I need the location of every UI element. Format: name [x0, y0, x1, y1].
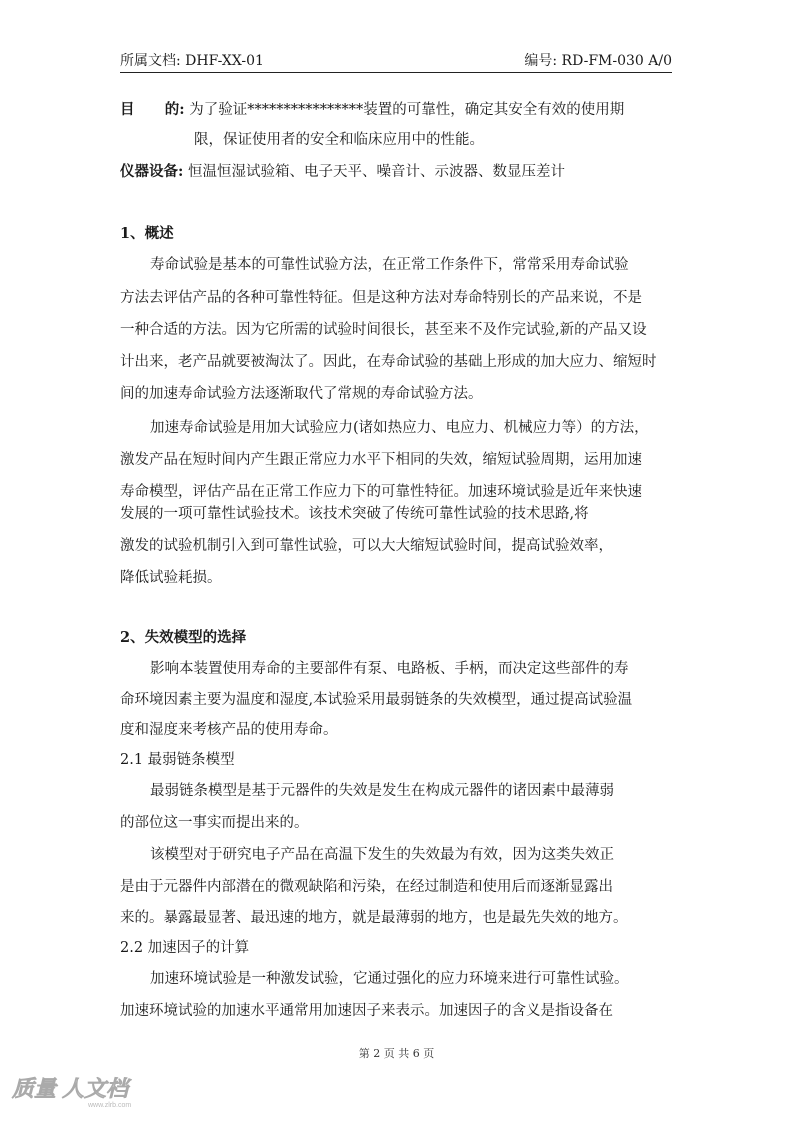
- equipment-row: [120, 160, 565, 181]
- paragraph-line: 该模型对于研究电子产品在高温下发生的失效最为有效，因为这类失效正: [150, 847, 614, 863]
- paragraph-line: 激发产品在短时间内产生跟正常应力水平下相同的失效，缩短试验周期，运用加速: [120, 452, 642, 468]
- paragraph-line: 命环境因素主要为温度和湿度,本试验采用最弱链条的失效模型，通过提高试验温: [120, 692, 633, 708]
- doc-reference: 所属文档: DHF-XX-01: [120, 53, 264, 69]
- paragraph-line: 是由于元器件内部潜在的微观缺陷和污染，在经过制造和使用后而逐渐显露出: [120, 879, 613, 895]
- paragraph-line: 寿命模型，评估产品在正常工作应力下的可靠性特征。加速环境试验是近年来快速: [120, 484, 642, 500]
- doc-number: 编号: RD-FM-030 A/0: [524, 53, 672, 69]
- page-header: [120, 48, 672, 73]
- paragraph-line: 降低试验耗损。: [120, 570, 222, 586]
- paragraph-line: 的部位这一事实而提出来的。: [120, 815, 309, 831]
- purpose-row: [120, 98, 624, 119]
- paragraph-line: 发展的一项可靠性试验技术。该技术突破了传统可靠性试验的技术思路,将: [120, 506, 589, 522]
- paragraph-line: 影响本装置使用寿命的主要部件有泵、电路板、手柄，而决定这些部件的寿: [150, 661, 629, 677]
- watermark-url: www.zlrb.com: [88, 1102, 132, 1109]
- paragraph-line: 一种合适的方法。因为它所需的试验时间很长，甚至来不及作完试验,新的产品又设: [120, 322, 647, 338]
- paragraph-line: 计出来，老产品就要被淘汰了。因此，在寿命试验的基础上形成的加大应力、缩短时: [120, 354, 657, 370]
- paragraph-line: 间的加速寿命试验方法逐渐取代了常规的寿命试验方法。: [120, 386, 483, 402]
- watermark-logo: [10, 1072, 170, 1112]
- section-2-title: 2、失效模型的选择: [120, 629, 247, 646]
- paragraph-line: 加速环境试验是一种激发试验，它通过强化的应力环境来进行可靠性试验。: [150, 971, 629, 987]
- page-footer: 第 2 页 共 6 页: [358, 1047, 435, 1060]
- purpose-label: 目 的:: [120, 101, 185, 118]
- paragraph-line: 加速寿命试验是用加大试验应力(诸如热应力、电应力、机械应力等）的方法，: [150, 420, 649, 436]
- paragraph-line: 激发的试验机制引入到可靠性试验，可以大大缩短试验时间，提高试验效率，: [120, 538, 613, 554]
- equipment-value: 恒温恒湿试验箱、电子天平、噪音计、示波器、数显压差计: [187, 164, 565, 180]
- purpose-line-1: 为了验证****************装置的可靠性，确定其安全有效的使用期: [189, 102, 625, 118]
- subsection-2-1-title: 2.1 最弱链条模型: [120, 752, 235, 768]
- equipment-label: 仪器设备:: [120, 163, 184, 180]
- paragraph-line: 最弱链条模型是基于元器件的失效是发生在构成元器件的诸因素中最薄弱: [150, 783, 614, 799]
- paragraph-line: 方法去评估产品的各种可靠性特征。但是这种方法对寿命特别长的产品来说，不是: [120, 290, 642, 306]
- purpose-line-2: 限，保证使用者的安全和临床应用中的性能。: [194, 132, 484, 148]
- paragraph-line: 寿命试验是基本的可靠性试验方法，在正常工作条件下，常常采用寿命试验: [150, 257, 629, 273]
- paragraph-line: 加速环境试验的加速水平通常用加速因子来表示。加速因子的含义是指设备在: [120, 1003, 613, 1019]
- subsection-2-2-title: 2.2 加速因子的计算: [120, 940, 250, 956]
- watermark-text-2: 人文档: [62, 1076, 129, 1101]
- watermark-text-1: 质量: [12, 1076, 57, 1101]
- paragraph-line: 来的。暴露最显著、最迅速的地方，就是最薄弱的地方，也是最先失效的地方。: [120, 910, 628, 926]
- section-1-title: 1、概述: [120, 225, 174, 242]
- paragraph-line: 度和湿度来考核产品的使用寿命。: [120, 722, 338, 738]
